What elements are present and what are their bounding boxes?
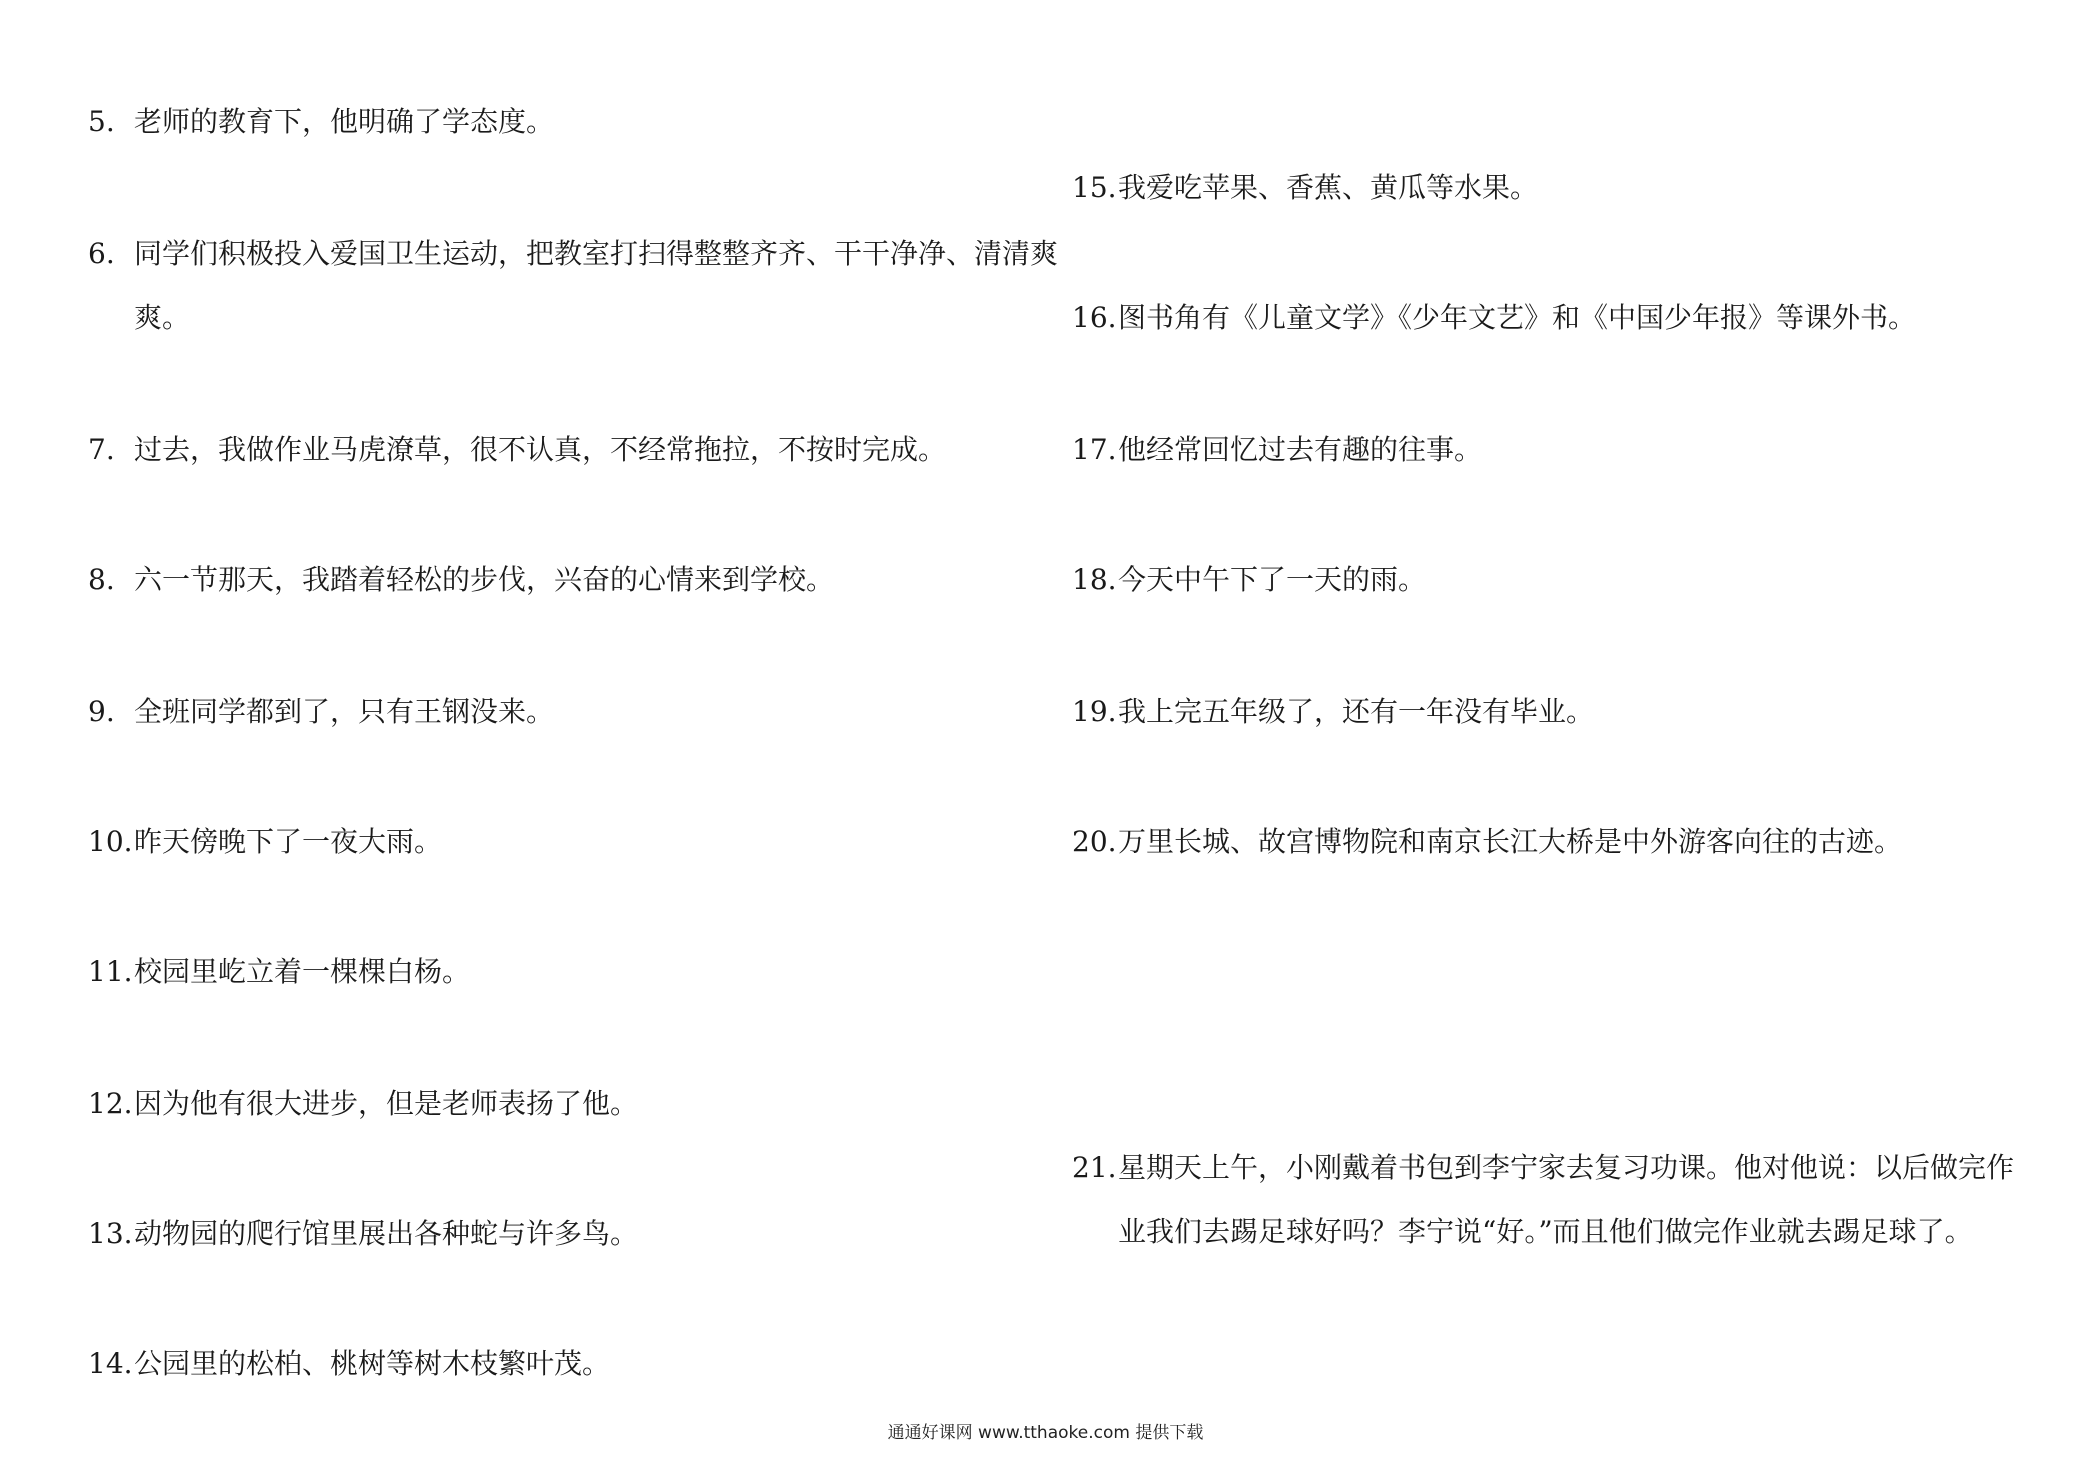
question-number: 10. bbox=[88, 825, 133, 858]
question-text: 过去，我做作业马虎潦草，很不认真，不经常拖拉，不按时完成。 bbox=[134, 433, 947, 466]
question-15 bbox=[1072, 156, 2068, 220]
question-number: 7. bbox=[88, 433, 115, 466]
question-9 bbox=[88, 680, 1069, 744]
question-12 bbox=[88, 1072, 1069, 1136]
question-text: 因为他有很大进步，但是老师表扬了他。 bbox=[134, 1087, 639, 1120]
question-13 bbox=[88, 1202, 1069, 1266]
question-text: 同学们积极投入爱国卫生运动，把教室打扫得整整齐齐、干干净净、清清爽爽。 bbox=[134, 237, 1059, 334]
question-number: 9. bbox=[88, 695, 115, 728]
footer-credit: 通通好课网 www.tthaoke.com 提供下载 bbox=[887, 1423, 1204, 1443]
question-number: 6. bbox=[88, 237, 115, 270]
question-14 bbox=[88, 1332, 1069, 1396]
question-text: 公园里的松柏、桃树等树木枝繁叶茂。 bbox=[134, 1347, 611, 1380]
question-number: 8. bbox=[88, 563, 115, 596]
question-text: 老师的教育下，他明确了学态度。 bbox=[134, 105, 555, 138]
question-number: 20. bbox=[1072, 825, 1117, 858]
question-text: 昨天傍晚下了一夜大雨。 bbox=[134, 825, 443, 858]
question-number: 15. bbox=[1072, 171, 1117, 204]
question-20 bbox=[1072, 810, 2068, 874]
question-number: 13. bbox=[88, 1217, 133, 1250]
question-19 bbox=[1072, 680, 2068, 744]
question-text: 万里长城、故宫博物院和南京长江大桥是中外游客向往的古迹。 bbox=[1118, 825, 1903, 858]
question-6 bbox=[88, 222, 1069, 350]
question-17 bbox=[1072, 418, 2068, 482]
question-10 bbox=[88, 810, 1069, 874]
question-number: 12. bbox=[88, 1087, 133, 1120]
question-5 bbox=[88, 90, 1069, 154]
question-number: 17. bbox=[1072, 433, 1117, 466]
question-text: 我爱吃苹果、香蕉、黄瓜等水果。 bbox=[1118, 171, 1539, 204]
question-18 bbox=[1072, 548, 2068, 612]
question-number: 18. bbox=[1072, 563, 1117, 596]
question-21 bbox=[1072, 1136, 2018, 1264]
question-number: 19. bbox=[1072, 695, 1117, 728]
question-text: 动物园的爬行馆里展出各种蛇与许多鸟。 bbox=[134, 1217, 639, 1250]
question-11 bbox=[88, 940, 1069, 1004]
question-text: 六一节那天，我踏着轻松的步伐，兴奋的心情来到学校。 bbox=[134, 563, 835, 596]
question-text: 校园里屹立着一棵棵白杨。 bbox=[134, 955, 471, 988]
question-text: 图书角有《儿童文学》《少年文艺》和《中国少年报》等课外书。 bbox=[1118, 301, 1917, 334]
question-number: 21. bbox=[1072, 1151, 1117, 1184]
question-text: 他经常回忆过去有趣的往事。 bbox=[1118, 433, 1483, 466]
question-16 bbox=[1072, 286, 2068, 350]
question-text: 我上完五年级了，还有一年没有毕业。 bbox=[1118, 695, 1595, 728]
question-text: 星期天上午，小刚戴着书包到李宁家去复习功课。他对他说：以后做完作业我们去踢足球好吗？李宁说“好。”而且他们做完作业就去踢足球了。 bbox=[1118, 1151, 2015, 1248]
question-text: 今天中午下了一天的雨。 bbox=[1118, 563, 1427, 596]
question-number: 11. bbox=[88, 955, 133, 988]
question-text: 全班同学都到了，只有王钢没来。 bbox=[134, 695, 555, 728]
question-number: 16. bbox=[1072, 301, 1117, 334]
question-number: 5. bbox=[88, 105, 115, 138]
question-number: 14. bbox=[88, 1347, 133, 1380]
question-8 bbox=[88, 548, 1069, 612]
question-7 bbox=[88, 418, 1069, 482]
